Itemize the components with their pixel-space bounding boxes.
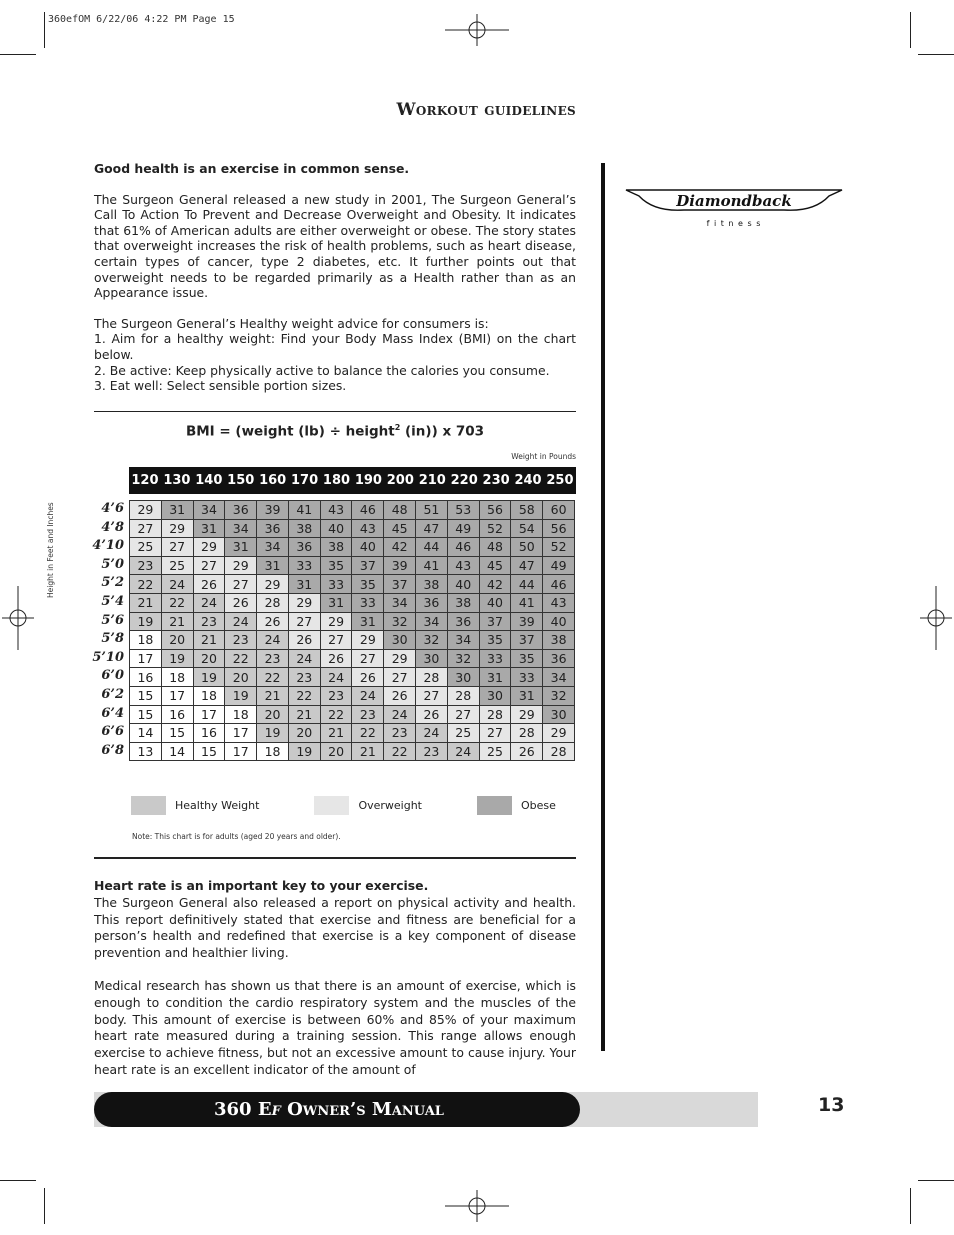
bmi-cell: 22 [288, 686, 320, 705]
bmi-cell: 33 [320, 575, 352, 594]
bmi-cell: 17 [130, 649, 162, 668]
bmi-cell: 24 [384, 705, 416, 724]
bmi-cell: 19 [130, 612, 162, 631]
bmi-cell: 18 [161, 668, 193, 687]
bmi-cell: 53 [447, 501, 479, 520]
weight-header-cell: 170 [291, 473, 319, 488]
bmi-cell: 48 [384, 501, 416, 520]
weight-header-cell: 210 [418, 473, 446, 488]
bmi-cell: 38 [320, 538, 352, 557]
weight-header-row [129, 467, 576, 494]
bmi-cell: 31 [320, 593, 352, 612]
bmi-cell: 38 [416, 575, 448, 594]
bmi-cell: 18 [193, 686, 225, 705]
weight-header-cell: 200 [386, 473, 414, 488]
height-label: 6’8 [101, 742, 124, 758]
bmi-cell: 26 [225, 593, 257, 612]
bmi-cell: 15 [193, 742, 225, 761]
bmi-cell: 42 [479, 575, 511, 594]
bmi-cell: 54 [511, 519, 543, 538]
bmi-cell: 34 [225, 519, 257, 538]
weight-header-cell: 130 [163, 473, 191, 488]
diamondback-logo [624, 186, 844, 232]
bmi-cell: 19 [288, 742, 320, 761]
crop-mark [918, 1180, 954, 1181]
bmi-cell: 29 [384, 649, 416, 668]
bmi-cell: 33 [352, 593, 384, 612]
legend-label-healthy: Healthy Weight [175, 799, 260, 812]
bmi-cell: 31 [352, 612, 384, 631]
table-row [130, 724, 575, 743]
bmi-cell: 23 [320, 686, 352, 705]
bmi-cell: 21 [257, 686, 289, 705]
registration-mark-top [445, 14, 509, 46]
bmi-cell: 21 [193, 631, 225, 650]
bmi-cell: 31 [161, 501, 193, 520]
bmi-cell: 33 [288, 556, 320, 575]
bmi-cell: 34 [257, 538, 289, 557]
bmi-cell: 44 [416, 538, 448, 557]
crop-mark [910, 1188, 911, 1224]
legend [131, 796, 556, 815]
bmi-cell: 39 [511, 612, 543, 631]
bmi-cell: 24 [193, 593, 225, 612]
bmi-cell: 45 [384, 519, 416, 538]
bmi-cell: 38 [288, 519, 320, 538]
bmi-cell: 33 [511, 668, 543, 687]
bmi-cell: 27 [320, 631, 352, 650]
bmi-cell: 36 [447, 612, 479, 631]
bmi-cell: 24 [288, 649, 320, 668]
bmi-cell: 23 [352, 705, 384, 724]
table-row [130, 742, 575, 761]
crop-mark [910, 12, 911, 48]
heart-section [94, 878, 576, 1079]
bmi-cell: 34 [416, 612, 448, 631]
bmi-cell: 19 [193, 668, 225, 687]
weight-header-cell: 120 [131, 473, 159, 488]
table-row [130, 668, 575, 687]
bmi-cell: 41 [288, 501, 320, 520]
bmi-cell: 21 [161, 612, 193, 631]
bmi-cell: 28 [416, 668, 448, 687]
heart-paragraph: Medical research has shown us that there is an amount of exercise, which is enough to condition the cardio respiratory system and the muscles of the body. This amount of exercise is between 60% and 85% of your maximum heart rate measured during a training session. This range allows enough exercise to achieve fitness, but not an excessive amount to cause injury. Your heart rate is an excellent indicator of the amount of [94, 977, 576, 1077]
legend-label-overweight: Overweight [358, 799, 422, 812]
bmi-cell: 39 [384, 556, 416, 575]
bmi-cell: 23 [130, 556, 162, 575]
height-label: 4’6 [101, 501, 124, 516]
bmi-cell: 23 [416, 742, 448, 761]
bmi-cell: 40 [479, 593, 511, 612]
bmi-cell: 52 [543, 538, 575, 557]
rule [94, 857, 576, 859]
bmi-cell: 23 [193, 612, 225, 631]
height-label: 5’2 [101, 575, 124, 591]
print-slug: 360efOM 6/22/06 4:22 PM Page 15 [48, 14, 235, 25]
bmi-cell: 18 [257, 742, 289, 761]
table-row [130, 686, 575, 705]
logo-brand-text: Diamondback [676, 192, 792, 210]
bmi-cell: 27 [352, 649, 384, 668]
bmi-cell: 19 [257, 724, 289, 743]
bmi-cell: 29 [161, 519, 193, 538]
bmi-cell: 24 [352, 686, 384, 705]
bmi-cell: 36 [416, 593, 448, 612]
table-row [130, 519, 575, 538]
bmi-cell: 50 [511, 538, 543, 557]
height-label: 6’4 [101, 705, 124, 721]
bmi-cell: 30 [416, 649, 448, 668]
bmi-cell: 46 [352, 501, 384, 520]
bmi-cell: 42 [384, 538, 416, 557]
bmi-cell: 21 [288, 705, 320, 724]
bmi-cell: 31 [257, 556, 289, 575]
section-title: Workout guidelines [396, 100, 576, 120]
bmi-cell: 21 [320, 724, 352, 743]
bmi-cell: 15 [130, 686, 162, 705]
bmi-cell: 24 [161, 575, 193, 594]
height-label: 5’8 [101, 631, 124, 647]
height-label: 6’0 [101, 668, 124, 684]
column-divider [601, 163, 605, 1051]
bmi-cell: 28 [257, 593, 289, 612]
bmi-cell: 13 [130, 742, 162, 761]
bmi-cell: 23 [257, 649, 289, 668]
bmi-cell: 56 [479, 501, 511, 520]
bmi-cell: 22 [352, 724, 384, 743]
bmi-cell: 27 [288, 612, 320, 631]
bmi-cell: 29 [130, 501, 162, 520]
advice-item: 1. Aim for a healthy weight: Find your Body Mass Index (BMI) on the chart below. [94, 331, 576, 362]
formula-text: (in)) x 703 [400, 423, 485, 440]
bmi-cell: 18 [130, 631, 162, 650]
bmi-cell: 22 [384, 742, 416, 761]
weight-header-cell: 160 [259, 473, 287, 488]
bmi-cell: 26 [193, 575, 225, 594]
bmi-cell: 43 [320, 501, 352, 520]
bmi-cell: 20 [161, 631, 193, 650]
table-row [130, 631, 575, 650]
bmi-cell: 24 [320, 668, 352, 687]
bmi-cell: 35 [320, 556, 352, 575]
bmi-cell: 36 [543, 649, 575, 668]
bmi-cell: 20 [288, 724, 320, 743]
logo-sub-text: f i t n e s s [706, 219, 762, 228]
bmi-cell: 16 [161, 705, 193, 724]
bmi-cell: 47 [416, 519, 448, 538]
bmi-cell: 33 [479, 649, 511, 668]
bmi-cell: 17 [193, 705, 225, 724]
height-label: 4’10 [92, 538, 124, 554]
bmi-cell: 19 [161, 649, 193, 668]
bmi-cell: 58 [511, 501, 543, 520]
bmi-cell: 25 [447, 724, 479, 743]
bmi-cell: 44 [511, 575, 543, 594]
bmi-cell: 31 [288, 575, 320, 594]
bmi-cell: 28 [447, 686, 479, 705]
bmi-cell: 39 [257, 501, 289, 520]
bmi-cell: 24 [225, 612, 257, 631]
table-row [130, 556, 575, 575]
bmi-cell: 48 [479, 538, 511, 557]
bmi-cell: 29 [511, 705, 543, 724]
bmi-cell: 22 [257, 668, 289, 687]
table-row [130, 575, 575, 594]
bmi-cell: 29 [193, 538, 225, 557]
bmi-cell: 26 [352, 668, 384, 687]
bmi-cell: 22 [225, 649, 257, 668]
legend-swatch-overweight [314, 796, 349, 815]
bmi-cell: 27 [416, 686, 448, 705]
registration-mark-right [920, 586, 952, 650]
bmi-cell: 30 [384, 631, 416, 650]
bmi-cell: 20 [225, 668, 257, 687]
weight-header-cell: 140 [195, 473, 223, 488]
bmi-cell: 14 [130, 724, 162, 743]
height-labels [88, 500, 124, 760]
title-part: f [271, 1099, 281, 1120]
bmi-cell: 43 [543, 593, 575, 612]
bmi-cell: 22 [130, 575, 162, 594]
bmi-cell: 23 [225, 631, 257, 650]
bmi-cell: 25 [130, 538, 162, 557]
height-label: 5’0 [101, 556, 124, 572]
table-row [130, 538, 575, 557]
bmi-cell: 25 [479, 742, 511, 761]
weight-header-cell: 190 [354, 473, 382, 488]
bmi-cell: 26 [384, 686, 416, 705]
bmi-cell: 28 [511, 724, 543, 743]
bmi-cell: 32 [543, 686, 575, 705]
bmi-cell: 24 [416, 724, 448, 743]
bmi-cell: 38 [447, 593, 479, 612]
legend-label-obese: Obese [521, 799, 556, 812]
bmi-cell: 34 [193, 501, 225, 520]
bmi-cell: 49 [543, 556, 575, 575]
weight-header-cell: 220 [450, 473, 478, 488]
bmi-cell: 27 [193, 556, 225, 575]
bmi-cell: 26 [288, 631, 320, 650]
bmi-cell: 27 [479, 724, 511, 743]
bmi-cell: 38 [543, 631, 575, 650]
table-row [130, 612, 575, 631]
bmi-cell: 36 [288, 538, 320, 557]
bmi-cell: 15 [161, 724, 193, 743]
bmi-cell: 30 [447, 668, 479, 687]
bmi-cell: 51 [416, 501, 448, 520]
bmi-cell: 27 [225, 575, 257, 594]
weight-header-cell: 250 [546, 473, 574, 488]
bmi-cell: 20 [257, 705, 289, 724]
bmi-cell: 29 [320, 612, 352, 631]
bmi-cell: 30 [479, 686, 511, 705]
bmi-cell: 20 [320, 742, 352, 761]
intro-heading: Good health is an exercise in common sense. [94, 161, 410, 176]
bmi-cell: 21 [130, 593, 162, 612]
height-label: 4’8 [101, 519, 124, 535]
height-label: 5’10 [92, 649, 124, 665]
bmi-cell: 47 [511, 556, 543, 575]
bmi-cell: 29 [543, 724, 575, 743]
bmi-cell: 34 [447, 631, 479, 650]
legend-swatch-obese [477, 796, 512, 815]
bmi-cell: 29 [352, 631, 384, 650]
bmi-cell: 29 [288, 593, 320, 612]
bmi-cell: 22 [161, 593, 193, 612]
weight-axis-label: Weight in Pounds [511, 452, 576, 461]
bmi-cell: 46 [447, 538, 479, 557]
bmi-cell: 30 [543, 705, 575, 724]
bmi-cell: 32 [384, 612, 416, 631]
bmi-cell: 37 [384, 575, 416, 594]
bmi-cell: 25 [161, 556, 193, 575]
bmi-cell: 41 [511, 593, 543, 612]
bmi-cell: 26 [416, 705, 448, 724]
formula-superscript: 2 [394, 423, 401, 432]
bmi-cell: 52 [479, 519, 511, 538]
bmi-cell: 32 [447, 649, 479, 668]
bmi-cell: 34 [543, 668, 575, 687]
bmi-cell: 29 [225, 556, 257, 575]
bmi-cell: 35 [352, 575, 384, 594]
bmi-cell: 31 [511, 686, 543, 705]
bmi-cell: 23 [384, 724, 416, 743]
manual-title [214, 1096, 444, 1123]
bmi-cell: 43 [352, 519, 384, 538]
registration-mark-left [2, 586, 34, 650]
bmi-cell: 37 [352, 556, 384, 575]
bmi-cell: 40 [543, 612, 575, 631]
bmi-cell: 28 [479, 705, 511, 724]
heart-heading: Heart rate is an important key to your exercise. [94, 878, 429, 893]
height-label: 6’2 [101, 686, 124, 702]
bmi-cell: 35 [479, 631, 511, 650]
bmi-cell: 17 [161, 686, 193, 705]
advice-intro: The Surgeon General’s Healthy weight advice for consumers is: [94, 315, 489, 331]
heart-paragraph: The Surgeon General also released a report on physical activity and health. This report definitively stated that exercise and fitness are beneficial for a person’s health and redefined that exercise is a key component of disease prevention and healthier living. [94, 894, 576, 961]
bmi-cell: 28 [543, 742, 575, 761]
bmi-cell: 20 [193, 649, 225, 668]
bmi-cell: 27 [384, 668, 416, 687]
crop-mark [44, 12, 45, 48]
bmi-cell: 15 [130, 705, 162, 724]
bmi-cell: 40 [352, 538, 384, 557]
advice-item: 3. Eat well: Select sensible portion sizes. [94, 378, 347, 394]
bmi-cell: 40 [447, 575, 479, 594]
weight-header-cell: 230 [482, 473, 510, 488]
bmi-cell: 43 [447, 556, 479, 575]
crop-mark [918, 54, 954, 55]
bmi-cell: 17 [225, 742, 257, 761]
table-row [130, 501, 575, 520]
bmi-cell: 26 [257, 612, 289, 631]
bmi-cell: 22 [320, 705, 352, 724]
bmi-cell: 18 [225, 705, 257, 724]
bmi-formula [94, 423, 576, 440]
legend-swatch-healthy [131, 796, 166, 815]
bmi-cell: 14 [161, 742, 193, 761]
crop-mark [0, 1180, 36, 1181]
bmi-cell: 32 [416, 631, 448, 650]
bmi-cell: 37 [511, 631, 543, 650]
bmi-cell: 56 [543, 519, 575, 538]
bmi-cell: 35 [511, 649, 543, 668]
bmi-cell: 24 [257, 631, 289, 650]
height-label: 6’6 [101, 724, 124, 740]
height-label: 5’4 [101, 593, 124, 609]
title-part: 360 E [214, 1099, 272, 1120]
bmi-cell: 49 [447, 519, 479, 538]
bmi-cell: 34 [384, 593, 416, 612]
bmi-cell: 21 [352, 742, 384, 761]
table-row [130, 593, 575, 612]
bmi-cell: 36 [257, 519, 289, 538]
bmi-cell: 16 [193, 724, 225, 743]
rule [94, 411, 576, 412]
intro-section [94, 161, 576, 394]
bmi-cell: 45 [479, 556, 511, 575]
bmi-cell: 60 [543, 501, 575, 520]
bmi-table [129, 500, 575, 761]
bmi-cell: 16 [130, 668, 162, 687]
table-row [130, 705, 575, 724]
bmi-cell: 27 [161, 538, 193, 557]
bmi-cell: 29 [257, 575, 289, 594]
bmi-cell: 19 [225, 686, 257, 705]
intro-paragraph: The Surgeon General released a new study in 2001, The Surgeon General’s Call To Action To Prevent and Decrease Overweight and Obesity. It indicates that 61% of American adults are either overweight or obese. The story states that overweight increases the risk of health problems, such as heart disease, certain types of cancer, type 2 diabetes, etc. It further points out that overweight needs to be regarded primarily as a Health rather than as an Appearance issue. [94, 191, 576, 301]
bmi-cell: 27 [447, 705, 479, 724]
bmi-cell: 31 [193, 519, 225, 538]
page-number: 13 [818, 1094, 845, 1116]
bmi-cell: 23 [288, 668, 320, 687]
crop-mark [0, 54, 36, 55]
chart-note: Note: This chart is for adults (aged 20 years and older). [132, 832, 341, 841]
crop-mark [44, 1188, 45, 1224]
bmi-cell: 41 [416, 556, 448, 575]
bmi-cell: 36 [225, 501, 257, 520]
weight-header-cell: 150 [227, 473, 255, 488]
bmi-cell: 26 [511, 742, 543, 761]
registration-mark-bottom [445, 1190, 509, 1222]
bmi-cell: 27 [130, 519, 162, 538]
bmi-cell: 37 [479, 612, 511, 631]
bmi-cell: 31 [225, 538, 257, 557]
advice-item: 2. Be active: Keep physically active to balance the calories you consume. [94, 362, 550, 378]
height-label: 5’6 [101, 612, 124, 628]
height-axis-label: Height in Feet and Inches [46, 502, 55, 598]
table-row [130, 649, 575, 668]
weight-header-cell: 180 [322, 473, 351, 488]
bmi-cell: 26 [320, 649, 352, 668]
formula-text: BMI = (weight (lb) ÷ height [185, 423, 395, 440]
bmi-cell: 46 [543, 575, 575, 594]
title-part: Owner’s Manual [280, 1099, 444, 1120]
weight-header-cell: 240 [514, 473, 542, 488]
bmi-cell: 17 [225, 724, 257, 743]
bmi-cell: 31 [479, 668, 511, 687]
bmi-cell: 24 [447, 742, 479, 761]
bmi-cell: 40 [320, 519, 352, 538]
